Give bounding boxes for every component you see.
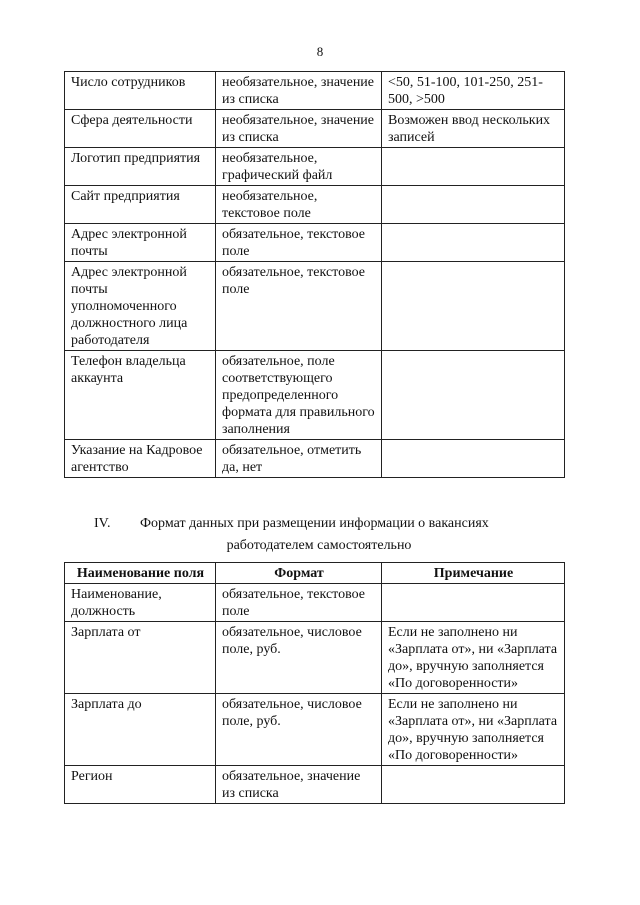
note-cell <box>382 584 565 622</box>
section-number: IV. <box>94 516 111 531</box>
table-header-row <box>65 563 565 584</box>
format-cell: обязательное, поле соответствующего предопределенного формата для правильного заполнения <box>216 351 382 440</box>
vacancy-fields-table <box>64 562 565 804</box>
field-name-cell: Логотип предприятия <box>65 148 216 186</box>
table-row <box>65 148 565 186</box>
note-cell <box>382 224 565 262</box>
format-cell: необязательное, текстовое поле <box>216 186 382 224</box>
field-name-cell: Указание на Кадровое агентство <box>65 440 216 478</box>
table-row <box>65 186 565 224</box>
note-cell <box>382 262 565 351</box>
table-row <box>65 440 565 478</box>
note-cell: Если не заполнено ни «Зарплата от», ни «Зарплата до», вручную заполняется «По договоренности» <box>382 622 565 694</box>
field-name-cell: Число сотрудников <box>65 72 216 110</box>
section-title-line1: Формат данных при размещении информации о вакансиях <box>140 516 489 531</box>
table-row <box>65 766 565 804</box>
header-format: Формат <box>216 563 382 584</box>
table-row <box>65 694 565 766</box>
field-name-cell: Адрес электронной почты уполномоченного должностного лица работодателя <box>65 262 216 351</box>
note-cell: Если не заполнено ни «Зарплата от», ни «Зарплата до», вручную заполняется «По договоренности» <box>382 694 565 766</box>
section-title-line2: работодателем самостоятельно <box>226 538 412 553</box>
table-row <box>65 584 565 622</box>
note-cell <box>382 186 565 224</box>
field-name-cell: Зарплата от <box>65 622 216 694</box>
fields-table-continued <box>64 71 565 478</box>
field-name-cell: Наименование, должность <box>65 584 216 622</box>
field-name-cell: Адрес электронной почты <box>65 224 216 262</box>
table-row <box>65 110 565 148</box>
note-cell <box>382 766 565 804</box>
format-cell: обязательное, числовое поле, руб. <box>216 694 382 766</box>
note-cell <box>382 351 565 440</box>
format-cell: необязательное, значение из списка <box>216 110 382 148</box>
section-heading <box>64 513 564 557</box>
page-number: 8 <box>316 44 324 59</box>
note-cell: <50, 51-100, 101-250, 251-500, >500 <box>382 72 565 110</box>
note-cell <box>382 440 565 478</box>
field-name-cell: Сфера деятельности <box>65 110 216 148</box>
format-cell: обязательное, текстовое поле <box>216 224 382 262</box>
field-name-cell: Зарплата до <box>65 694 216 766</box>
table-row <box>65 224 565 262</box>
note-cell: Возможен ввод нескольких записей <box>382 110 565 148</box>
table-row <box>65 262 565 351</box>
table-row <box>65 622 565 694</box>
format-cell: обязательное, значение из списка <box>216 766 382 804</box>
format-cell: необязательное, графический файл <box>216 148 382 186</box>
table-row <box>65 351 565 440</box>
format-cell: необязательное, значение из списка <box>216 72 382 110</box>
header-note: Примечание <box>382 563 565 584</box>
header-field-name: Наименование поля <box>65 563 216 584</box>
table-row <box>65 72 565 110</box>
format-cell: обязательное, текстовое поле <box>216 584 382 622</box>
field-name-cell: Телефон владельца аккаунта <box>65 351 216 440</box>
format-cell: обязательное, текстовое поле <box>216 262 382 351</box>
format-cell: обязательное, отметить да, нет <box>216 440 382 478</box>
note-cell <box>382 148 565 186</box>
field-name-cell: Регион <box>65 766 216 804</box>
format-cell: обязательное, числовое поле, руб. <box>216 622 382 694</box>
field-name-cell: Сайт предприятия <box>65 186 216 224</box>
